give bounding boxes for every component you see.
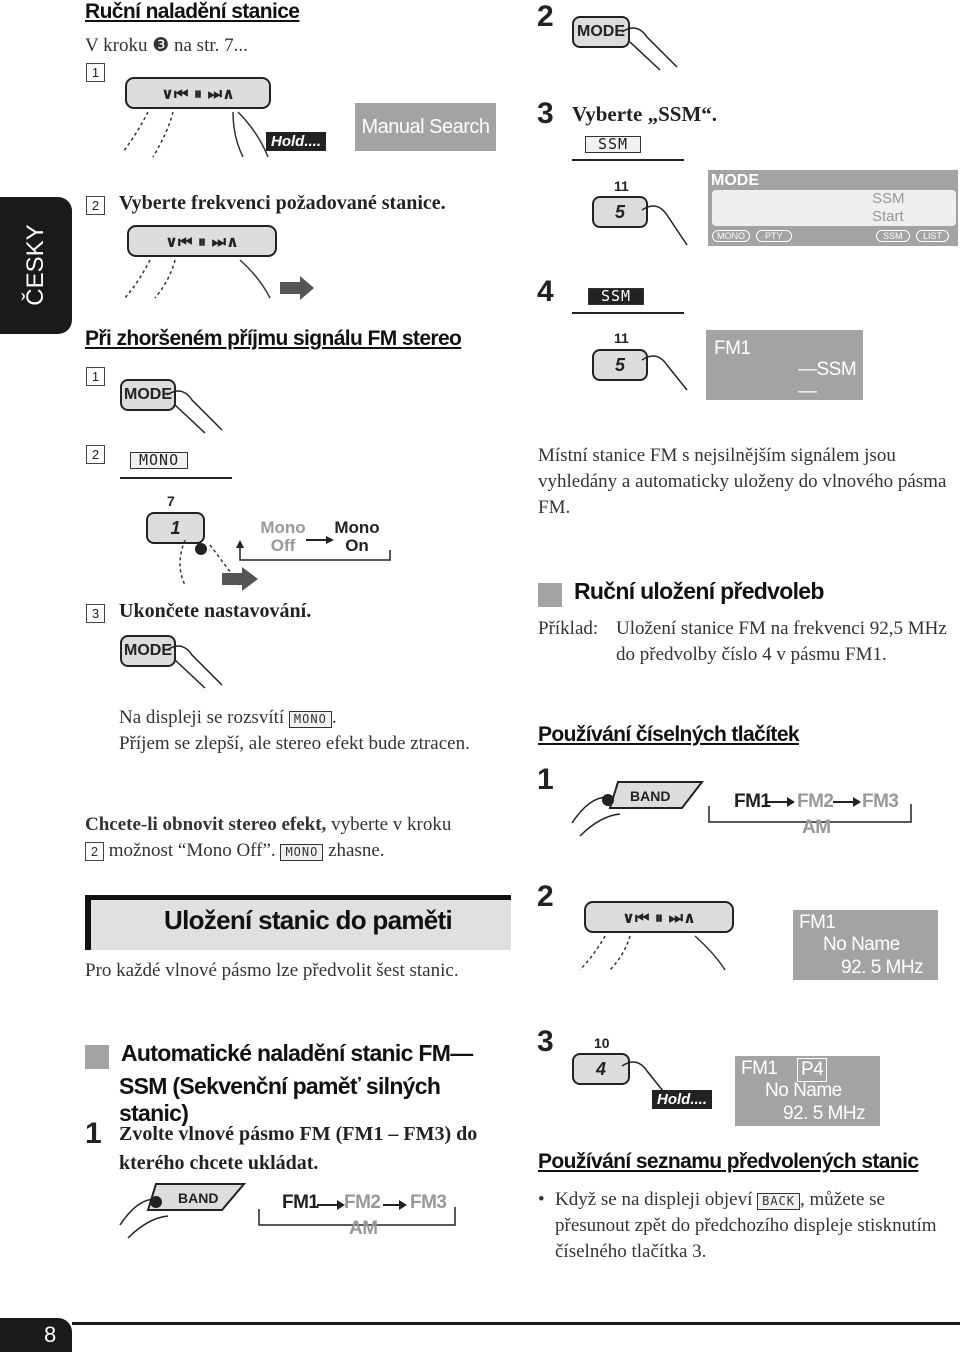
finger-icon [165, 385, 225, 435]
manual-search-label: Manual Search [361, 116, 490, 138]
back-lcd: BACK [757, 1193, 800, 1210]
panel-mode: MODE [711, 172, 759, 189]
ssm-result-text: Místní stanice FM s nejsilnějším signálem jsou vyhledány a automaticky uloženy do vlnového pásma FM. [538, 445, 947, 518]
band-button-label: BAND [178, 1190, 219, 1206]
hold-label: Hold.... [266, 132, 326, 151]
r-finger-icon-2 [640, 200, 690, 250]
mono-off-label: Mono Off [260, 518, 306, 555]
n-step1-num: 1 [537, 763, 554, 796]
display-note-2: Příjem se zlepší, ale stereo efekt bude ztracen. [119, 733, 470, 754]
preset-display-2 [735, 1056, 880, 1126]
panel-chip-mono: MONO [712, 230, 750, 242]
ssm-step1-text: Zvolte vlnové pásmo FM (FM1 – FM3) do kterého chcete ukládat. [119, 1123, 478, 1174]
storing-text: Pro každé vlnové pásmo lze předvolit šest stanic. [85, 960, 459, 981]
preset-display-1 [793, 910, 938, 980]
poor-step-box-2: 2 [86, 445, 105, 464]
band-fm3: FM3 [410, 1192, 447, 1213]
restore-note [85, 812, 505, 864]
mode-button-2-label: MODE [124, 642, 172, 659]
r-finger-icon-3 [640, 352, 690, 392]
r-step3-text: Vyberte „SSM“. [572, 102, 718, 126]
mono-lcd-label: MONO [130, 452, 188, 469]
display-note [119, 705, 499, 757]
manual-preset-title [538, 578, 824, 607]
r-band-fm2: FM2 [797, 791, 834, 812]
preset-list-title: Používání seznamu předvolených stanic [538, 1150, 919, 1173]
numeric-title: Používání číselných tlačítek [538, 723, 799, 746]
preset-display-1-name: No Name [823, 934, 900, 955]
r-divider [572, 159, 684, 161]
mono-lcd [130, 452, 188, 470]
restore-a: vyberte v kroku [326, 814, 452, 835]
n-step3-num: 3 [537, 1025, 554, 1058]
r-number-button-5b-label: 5 [614, 355, 625, 375]
section-square-icon [85, 1045, 109, 1069]
example-text: Uložení stanice FM na frekvenci 92,5 MHz do předvolby číslo 4 v pásmu FM1. [616, 618, 947, 665]
number-button-top: 7 [167, 493, 175, 509]
svg-text:∨⏮ ⏸ ⏭∧: ∨⏮ ⏸ ⏭∧ [622, 908, 696, 927]
preset-list-text-a: Když se na displeji objeví [555, 1189, 753, 1210]
bullet-icon: • [538, 1189, 545, 1210]
divider-line [120, 477, 232, 479]
r-band-fm3: FM3 [862, 791, 899, 812]
panel-start: Start [872, 208, 904, 225]
r-ssm-lcd-label: SSM [585, 136, 641, 153]
panel-chip-ssm: SSM [876, 230, 910, 242]
band-fm2: FM2 [344, 1192, 381, 1213]
r-btn-top-2: 11 [614, 330, 629, 346]
ssm-display-ssm: —SSM— [798, 359, 857, 402]
preset-display-2-p4: P4 [797, 1058, 827, 1082]
panel-inner [712, 190, 956, 226]
footer-page-tab [0, 1318, 72, 1352]
ssm-title-line2: SSM (Sekvenční paměť silných stanic) [119, 1073, 441, 1127]
number-button-1-label: 1 [170, 518, 181, 538]
manual-search-display [355, 103, 496, 151]
display-note-a: Na displeji se rozsvítí [119, 707, 285, 728]
r-band-button-label: BAND [630, 788, 671, 804]
preset-list-text [538, 1187, 955, 1265]
restore-bold: Chcete-li obnovit stereo efekt, [85, 814, 327, 835]
preset-display-2-fm1: FM1 [741, 1058, 778, 1079]
section-square-icon-2 [538, 583, 562, 607]
ssm-start-panel [708, 170, 958, 246]
display-note-lcd: MONO [289, 711, 332, 728]
language-tab [0, 197, 72, 334]
restore-c: zhasne. [323, 840, 385, 861]
restore-lcd: MONO [280, 844, 323, 861]
poor-step3-text: Ukončete nastavování. [119, 600, 312, 622]
r-finger-icon [620, 22, 680, 72]
display-note-b: . [331, 707, 337, 728]
mono-on-label: Mono On [334, 518, 380, 555]
step-box-2: 2 [86, 196, 105, 215]
ssm-title [85, 1040, 515, 1127]
n-step2-num: 2 [537, 880, 554, 913]
finger-icon-2 [165, 640, 225, 690]
band-button-illustration [118, 1180, 258, 1240]
arrow-right-icon [222, 567, 262, 591]
manual-tuning-intro: V kroku ❸ na str. 7... [85, 35, 248, 56]
r-step4-num: 4 [537, 275, 554, 308]
ssm-step1-num: 1 [85, 1117, 102, 1150]
r-ssm-lcd [585, 136, 641, 154]
preset-display-2-name: No Name [765, 1080, 842, 1101]
preset-display-1-freq: 92. 5 MHz [841, 957, 924, 978]
ssm-display [706, 330, 863, 400]
poor-reception-title: Při zhoršeném příjmu signálu FM stereo [85, 327, 462, 350]
preset-display-1-fm1: FM1 [799, 912, 836, 933]
svg-text:∨⏮ ⏸ ⏭∧: ∨⏮ ⏸ ⏭∧ [161, 84, 235, 103]
ssm-title-line1: Automatické naladění stanic FM— [121, 1040, 473, 1066]
r-btn-top: 11 [614, 178, 629, 194]
r-number-button-5-label: 5 [614, 202, 625, 222]
r-seek-button-illustration [575, 896, 745, 972]
panel-ssm: SSM [872, 190, 905, 207]
band-fm1: FM1 [282, 1192, 319, 1213]
restore-step-box: 2 [85, 842, 104, 861]
band-am: AM [349, 1218, 378, 1239]
r-band-fm1: FM1 [734, 791, 771, 812]
hold-label-2: Hold.... [652, 1090, 712, 1109]
panel-chip-pty: PTY [756, 230, 792, 242]
svg-text:∨⏮ ⏸ ⏭∧: ∨⏮ ⏸ ⏭∧ [165, 232, 239, 251]
restore-b: možnost “Mono Off”. [104, 840, 276, 861]
number-button-4-label: 4 [595, 1059, 606, 1079]
page-number: 8 [44, 1322, 57, 1347]
manual-preset-title-text: Ruční uložení předvoleb [574, 578, 824, 604]
poor-step-box-1: 1 [86, 367, 105, 386]
r-band-am: AM [802, 817, 831, 838]
r-ssm-lcd-2 [588, 288, 644, 306]
preset-list-text-b: , můžete se přesunout zpět do předchozího displeje stisknutím číselného tlačítka 3. [555, 1189, 937, 1262]
preset-display-2-freq: 92. 5 MHz [783, 1103, 866, 1124]
r-step2-num: 2 [537, 0, 554, 33]
r-step3-num: 3 [537, 97, 554, 130]
storing-title: Uložení stanic do paměti [164, 905, 453, 935]
panel-chip-list: LIST [916, 230, 949, 242]
manual-step2-text: Vyberte frekvenci požadované stanice. [119, 192, 446, 214]
r-mode-button-label: MODE [577, 23, 625, 40]
example-label: Příklad: [538, 618, 599, 639]
r-band-button-illustration [570, 778, 710, 838]
ssm-display-fm1: FM1 [714, 338, 751, 359]
footer-rule [72, 1322, 960, 1325]
r-ssm-lcd-2-label: SSM [588, 288, 644, 305]
btn3-top: 10 [594, 1035, 610, 1051]
seek-button-illustration [118, 72, 278, 162]
mode-button-label: MODE [124, 386, 172, 403]
language-tab-label: ČESKY [22, 224, 49, 306]
r-divider-2 [572, 312, 684, 314]
manual-tuning-title: Ruční naladění stanice [85, 0, 300, 23]
poor-step-box-3: 3 [86, 604, 105, 623]
step-box-1: 1 [86, 63, 105, 82]
seek-button-illustration-2 [120, 222, 320, 302]
